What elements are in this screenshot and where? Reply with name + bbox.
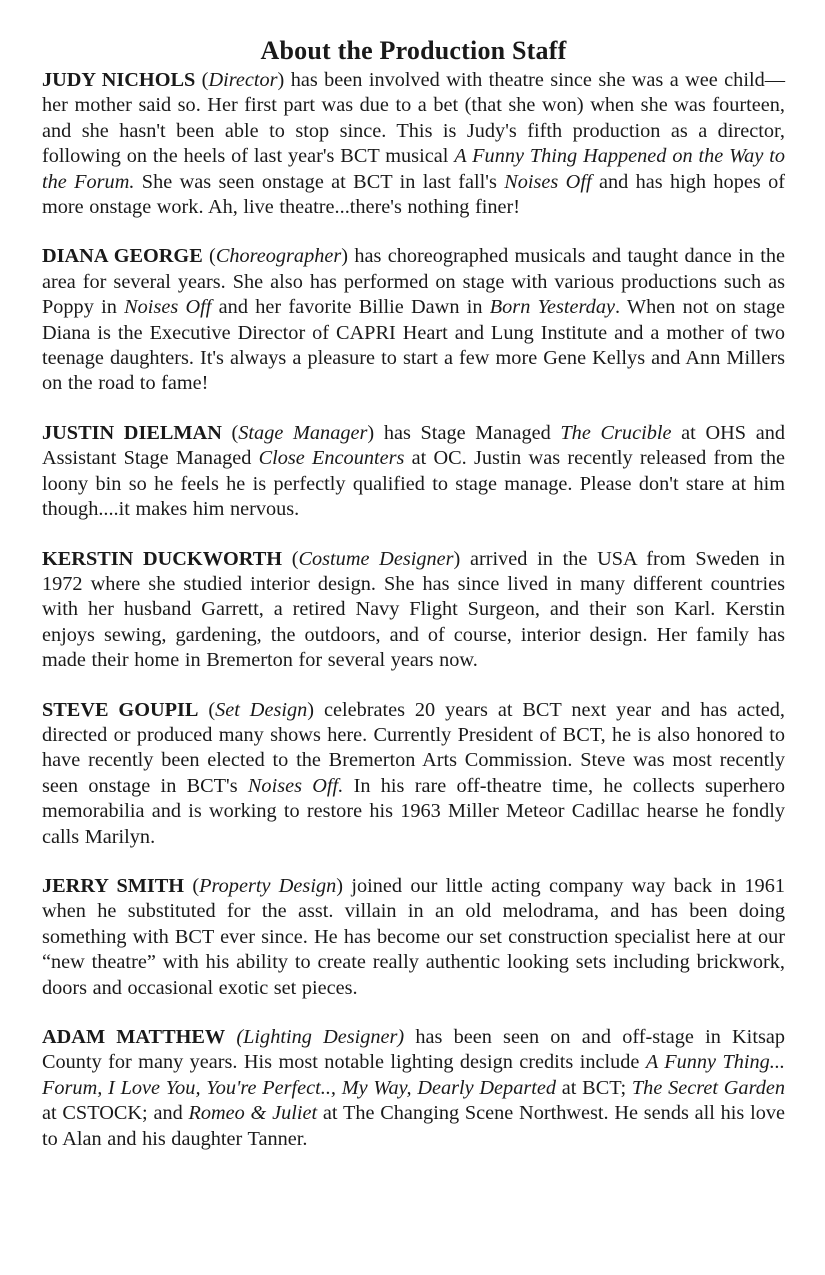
bio-name: JUDY NICHOLS [42, 69, 196, 91]
bio-role: Lighting Designer [243, 1026, 398, 1048]
bio-text: at OC. Justin was recently released from the loony bin so he feels he is perfectly qualified to stage manage. Please don't stare at him though....it makes him nervous. [42, 447, 785, 521]
bio-role: Choreographer [215, 245, 342, 268]
bio-name: JUSTIN DIELMAN [42, 421, 222, 444]
bio-text: has been seen on and off-stage in Kitsap County for many years. His most notable lighting design credits include [42, 1026, 785, 1074]
bio-title-ref: The Crucible [560, 421, 672, 444]
bio-title-ref: The Secret Garden [631, 1076, 785, 1099]
bio-text: celebrates 20 years at BCT next year and has acted, directed or produced many shows here. Currently President of BCT, he is also honored to have recently been elected to the Bremerton Arts Commission. Steve was most recently seen onstage in BCT's [42, 698, 785, 797]
bio-text: arrived in the USA from Sweden in 1972 where she studied interior design. She has since lived in many different countries with her husband Garrett, a retired Navy Flight Surgeon, and their son Karl. Kerstin enjoys sewing, gardening, the outdoors, and of course, interior design. Her family has made their home in Bremerton for several years now. [42, 547, 786, 672]
bio-title-ref: Noises Off [124, 296, 212, 319]
bio-title-ref: Close Encounters [258, 447, 405, 470]
bio-steve-goupil: STEVE GOUPIL (Set Design) celebrates 20 years at BCT next year and has acted, directed or produced many shows here. Currently President of BCT, he is also honored to have recently been elected to the Bremerton Arts Commission. Steve was most recently seen onstage in BCT's Noises Off. In his rare off-theatre time, he collects superhero memorabilia and is working to restore his 1963 Miller Meteor Cadillac hearse he fondly calls Marilyn. [42, 698, 786, 848]
bio-text: . When not on stage Diana is the Executive Director of CAPRI Heart and Lung Institute and a mother of two teenage daughters. It's always a pleasure to start a few more Gene Kellys and Ann Millers on the road to fame! [42, 296, 786, 395]
bio-text: In his rare off-theatre time, he collects superhero memorabilia and is working to restore his 1963 Miller Meteor Cadillac hearse he fondly calls Marilyn. [42, 774, 786, 848]
bio-name: KERSTIN DUCKWORTH [42, 547, 283, 570]
bio-name: DIANA GEORGE [42, 245, 203, 268]
bio-text: at OHS and Assistant Stage Managed [42, 421, 786, 470]
bio-text: She was seen onstage at BCT in last fall's [134, 170, 505, 193]
bio-text: has Stage Managed [383, 421, 561, 444]
bio-text: and has high hopes of more onstage work. Ah, live theatre...there's nothing finer! [42, 170, 785, 219]
bio-role: Director [208, 69, 278, 91]
bio-name: ADAM MATTHEW [42, 1026, 226, 1048]
bio-justin-dielman: JUSTIN DIELMAN (Stage Manager) has Stage Managed The Crucible at OHS and Assistant Stage Managed Close Encounters at OC. Justin was recently released from the loony bin so he feels he is perfectly qualified to stage manage. Please don't stare at him though....it makes him nervous. [42, 421, 786, 521]
bio-name: STEVE GOUPIL [42, 698, 199, 721]
bio-jerry-smith: JERRY SMITH (Property Design) joined our little acting company way back in 1961 when he substituted for the asst. villain in an old melodrama, and has been doing something with BCT ever since. He has become our set construction specialist here at our “new theatre” with his ability to create really authentic looking sets including brickwork, doors and occasional exotic set pieces. [42, 874, 785, 999]
page-title: About the Production Staff [260, 36, 567, 65]
bio-role: Set Design [215, 698, 308, 721]
bio-title-ref: Noises Off. [247, 774, 344, 797]
bio-adam-matthew: ADAM MATTHEW (Lighting Designer) has been seen on and off-stage in Kitsap County for many years. His most notable lighting design credits include A Funny Thing... Forum, I Love You, You're Perfect.., My Way, Dearly Departed at BCT; The Secret Garden at CSTOCK; and Romeo & Juliet at The Changing Scene Northwest. He sends all his love to Alan and his daughter Tanner. [42, 1026, 785, 1150]
bio-kerstin-duckworth: KERSTIN DUCKWORTH (Costume Designer) arrived in the USA from Sweden in 1972 where she studied interior design. She has since lived in many different countries with her husband Garrett, a retired Navy Flight Surgeon, and their son Karl. Kerstin enjoys sewing, gardening, the outdoors, and of course, interior design. Her family has made their home in Bremerton for several years now. [42, 547, 786, 672]
bio-role: Costume Designer [298, 547, 454, 570]
bio-text: has been involved with theatre since she was a wee child—her mother said so. Her first part was due to a bet (that she won) when she was fourteen, and she hasn't been able to stop since. This is Judy's fifth production as a director, following on the heels of last year's BCT musical [42, 69, 786, 168]
bio-text: has choreographed musicals and taught dance in the area for several years. She also has performed on stage with various productions such as Poppy in [42, 245, 785, 319]
bio-role: Property Design [199, 874, 337, 897]
bio-title-ref: A Funny Thing Happened on the Way to the Forum. [42, 145, 785, 193]
bio-text: at The Changing Scene Northwest. He sends all his love to Alan and his daughter Tanner. [42, 1102, 785, 1150]
bio-judy-nichols: JUDY NICHOLS (Director) has been involved with theatre since she was a wee child—her mother said so. Her first part was due to a bet (that she won) when she was fourteen, and she hasn't been able to stop since. This is Judy's fifth production as a director, following on the heels of last year's BCT musical A Funny Thing Happened on the Way to the Forum. She was seen onstage at BCT in last fall's Noises Off and has high hopes of more onstage work. Ah, live theatre...there's nothing finer! [42, 69, 786, 219]
bio-role: Stage Manager [238, 421, 368, 444]
bio-diana-george: DIANA GEORGE (Choreographer) has choreographed musicals and taught dance in the area for several years. She also has performed on stage with various productions such as Poppy in Noises Off and her favorite Billie Dawn in Born Yesterday. When not on stage Diana is the Executive Director of CAPRI Heart and Lung Institute and a mother of two teenage daughters. It's always a pleasure to start a few more Gene Kellys and Ann Millers on the road to fame! [42, 245, 786, 395]
bio-text: at BCT; [556, 1076, 632, 1099]
bio-name: JERRY SMITH [42, 874, 185, 897]
bio-title-ref: Romeo & Juliet [188, 1102, 318, 1125]
bio-title-ref: Born Yesterday [489, 296, 615, 319]
bio-text: joined our little acting company way back in 1961 when he substituted for the asst. villain in an old melodrama, and has been doing something with BCT ever since. He has become our set construction specialist here at our “new theatre” with his ability to create really authentic looking sets including brickwork, doors and occasional exotic set pieces. [42, 874, 785, 999]
bio-text: and her favorite Billie Dawn in [211, 296, 490, 319]
bio-title-ref: A Funny Thing... Forum, I Love You, You're Perfect.., My Way, Dearly Departed [42, 1051, 785, 1099]
bio-title-ref: Noises Off [504, 170, 592, 193]
bio-text: at CSTOCK; and [42, 1102, 189, 1125]
